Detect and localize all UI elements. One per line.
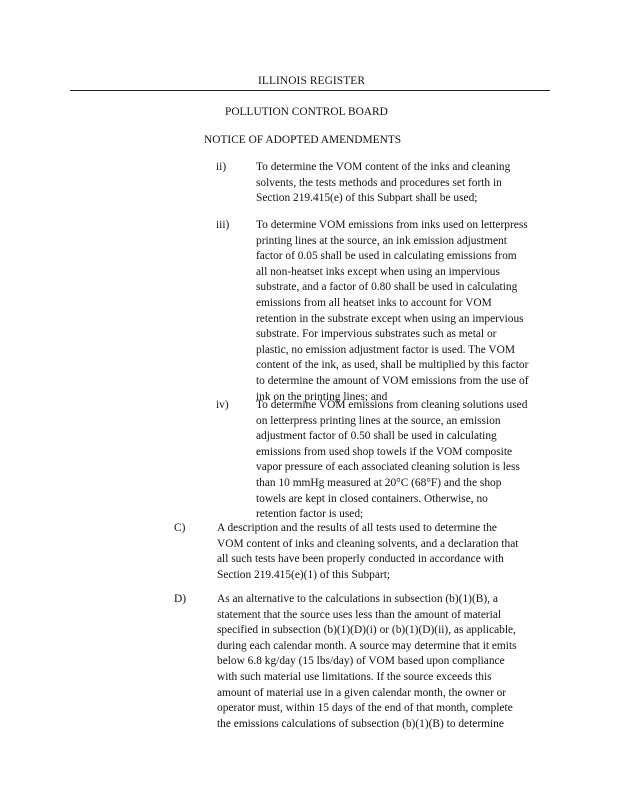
text-line: than 10 mmHg measured at 20°C (68°F) and the shop bbox=[256, 476, 502, 489]
text-line: ink on the printing lines; and bbox=[256, 390, 388, 403]
item-marker: C) bbox=[174, 522, 186, 534]
text-line: content of the ink, as used, shall be multiplied by this factor bbox=[256, 359, 529, 372]
item-text bbox=[256, 218, 556, 405]
text-line: To determine the VOM content of the inks and cleaning bbox=[256, 161, 511, 173]
register-header: ILLINOIS REGISTER bbox=[258, 75, 366, 87]
item-text bbox=[256, 160, 556, 207]
board-title: POLLUTION CONTROL BOARD bbox=[225, 106, 388, 118]
text-line: to determine the amount of VOM emissions from the use of bbox=[256, 374, 529, 387]
text-line: vapor pressure of each associated cleaning solution is less bbox=[256, 461, 520, 474]
text-line: emissions from used shop towels if the VOM composite bbox=[256, 445, 513, 458]
text-line: adjustment factor of 0.50 shall be used in calculating bbox=[256, 430, 497, 443]
text-line: retention in the substrate except when using an impervious bbox=[256, 312, 524, 325]
item-text bbox=[217, 521, 547, 583]
text-line: all non-heatset inks except when using an impervious bbox=[256, 265, 500, 278]
text-line: emissions from all heatset inks to account for VOM bbox=[256, 296, 492, 309]
text-line: As an alternative to the calculations in subsection (b)(1)(B), a bbox=[217, 593, 498, 605]
text-line: factor of 0.05 shall be used in calculating emissions from bbox=[256, 250, 517, 263]
text-line: solvents, the tests methods and procedures set forth in bbox=[256, 176, 502, 189]
text-line: substrate, and a factor of 0.80 shall be used in calculating bbox=[256, 281, 518, 294]
text-line: To determine VOM emissions from cleaning solutions used bbox=[256, 399, 528, 411]
item-marker: iv) bbox=[216, 399, 229, 411]
text-line: Section 219.415(e) of this Subpart shall be used; bbox=[256, 192, 478, 205]
item-text bbox=[256, 398, 556, 523]
text-line: statement that the source uses less than the amount of material bbox=[217, 608, 502, 621]
item-text bbox=[217, 592, 547, 732]
text-line: A description and the results of all tests used to determine the bbox=[217, 522, 497, 534]
text-line: towels are kept in closed containers. Otherwise, no bbox=[256, 492, 488, 505]
text-line: specified in subsection (b)(1)(D)(i) or (b)(1)(D)(ii), as applicable, bbox=[217, 624, 516, 637]
text-line: Section 219.415(e)(1) of this Subpart; bbox=[217, 568, 391, 581]
item-marker: D) bbox=[174, 593, 187, 605]
text-line: below 6.8 kg/day (15 lbs/day) of VOM based upon compliance bbox=[217, 655, 505, 668]
text-line: substrate. For impervious substrates such as metal or bbox=[256, 328, 497, 341]
text-line: the emissions calculations of subsection (b)(1)(B) to determine bbox=[217, 717, 504, 730]
text-line: operator must, within 15 days of the end of that month, complete bbox=[217, 702, 513, 715]
text-line: all such tests have been properly conducted in accordance with bbox=[217, 553, 504, 566]
notice-title: NOTICE OF ADOPTED AMENDMENTS bbox=[204, 134, 402, 146]
item-marker: iii) bbox=[216, 219, 230, 231]
header-rule bbox=[70, 90, 550, 91]
text-line: retention factor is used; bbox=[256, 508, 364, 521]
text-line: To determine VOM emissions from inks used on letterpress bbox=[256, 219, 528, 231]
text-line: during each calendar month. A source may determine that it emits bbox=[217, 639, 517, 652]
text-line: printing lines at the source, an ink emission adjustment bbox=[256, 234, 507, 247]
text-line: amount of material use in a given calendar month, the owner or bbox=[217, 686, 507, 699]
item-marker: ii) bbox=[216, 161, 227, 173]
text-line: with such material use limitations. If the source exceeds this bbox=[217, 670, 492, 683]
text-line: on letterpress printing lines at the source, an emission bbox=[256, 414, 501, 427]
text-line: VOM content of inks and cleaning solvents, and a declaration that bbox=[217, 537, 519, 550]
text-line: plastic, no emission adjustment factor is used. The VOM bbox=[256, 343, 515, 356]
